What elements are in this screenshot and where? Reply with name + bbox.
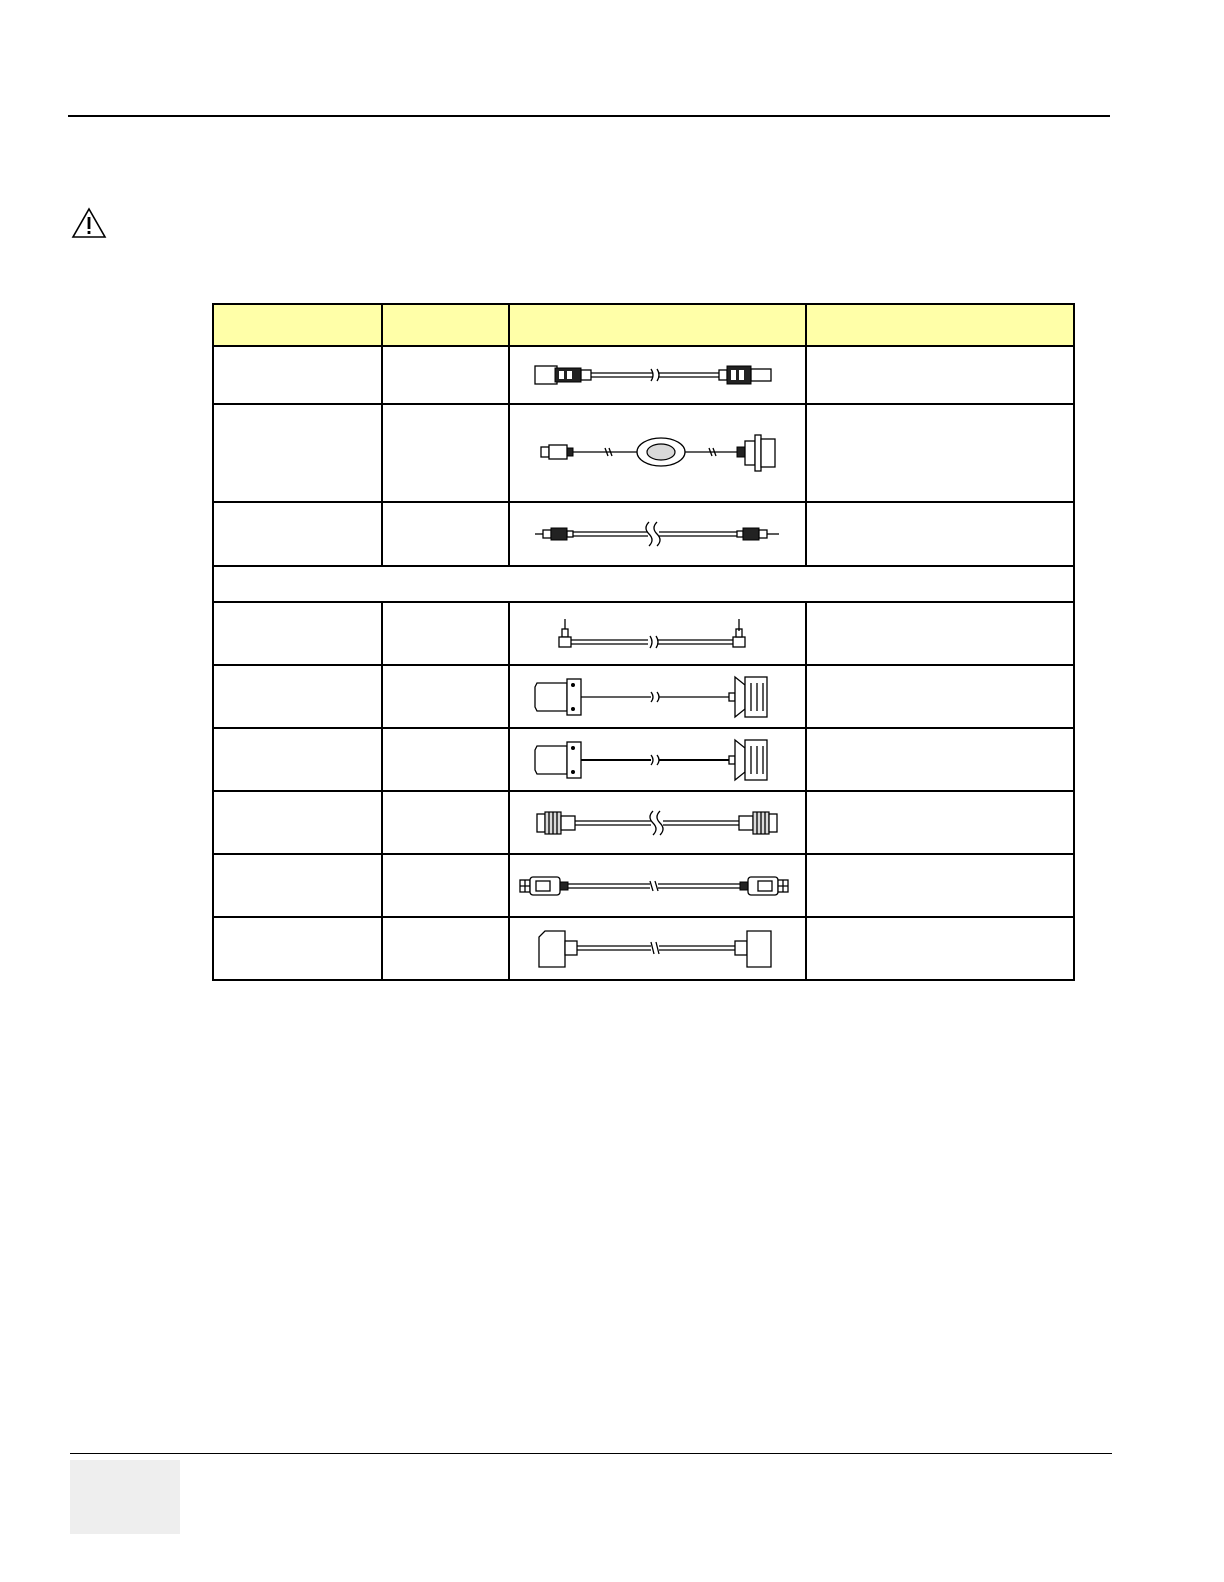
table-cell — [509, 602, 806, 665]
scsi-to-db25-cable-2-drawing — [533, 736, 783, 784]
table-cell — [213, 665, 382, 728]
table-cell — [213, 854, 382, 917]
table-cell — [509, 728, 806, 791]
table-cell — [382, 502, 509, 566]
table-cell — [213, 346, 382, 404]
table-cell — [213, 791, 382, 854]
table-cell — [806, 502, 1074, 566]
power-cable-drawing — [533, 360, 783, 390]
section-label — [213, 566, 1074, 602]
usb-cable-drawing — [518, 873, 798, 899]
footer-rule — [70, 1453, 1112, 1454]
table-cell — [382, 346, 509, 404]
table-header-row — [213, 304, 1074, 346]
table-row — [213, 791, 1074, 854]
table-row — [213, 917, 1074, 980]
table-row — [213, 404, 1074, 502]
flat-connector-cable-drawing — [533, 929, 783, 969]
table-cell — [213, 917, 382, 980]
table-cell — [213, 502, 382, 566]
table-cell — [213, 602, 382, 665]
table-cell — [806, 791, 1074, 854]
table-cell — [509, 502, 806, 566]
header-rule — [68, 115, 1110, 117]
table-cell — [806, 404, 1074, 502]
section-row — [213, 566, 1074, 602]
table-cell — [382, 404, 509, 502]
table-cell — [509, 854, 806, 917]
usb-serial-adapter-cable-drawing — [533, 431, 783, 475]
table-cell — [509, 665, 806, 728]
table-cell — [213, 404, 382, 502]
cable-table — [212, 303, 1075, 981]
table-cell — [382, 791, 509, 854]
table-row — [213, 728, 1074, 791]
table-cell — [806, 665, 1074, 728]
scsi-to-db25-cable-drawing — [533, 673, 783, 721]
table-cell — [509, 917, 806, 980]
table-cell — [509, 404, 806, 502]
table-cell — [382, 854, 509, 917]
table-cell — [509, 346, 806, 404]
column-header — [806, 304, 1074, 346]
warning-triangle-icon — [71, 207, 107, 239]
page-number-tab — [70, 1460, 180, 1534]
table-cell — [382, 728, 509, 791]
table-cell — [213, 728, 382, 791]
table-cell — [509, 791, 806, 854]
column-header — [213, 304, 382, 346]
rca-video-cable-drawing — [533, 518, 783, 550]
table-cell — [382, 602, 509, 665]
bnc-cable-drawing — [533, 806, 783, 840]
table-cell — [806, 728, 1074, 791]
table-row — [213, 665, 1074, 728]
table-cell — [806, 602, 1074, 665]
table-row — [213, 346, 1074, 404]
table-row — [213, 854, 1074, 917]
column-header — [382, 304, 509, 346]
table-cell — [382, 917, 509, 980]
table-cell — [382, 665, 509, 728]
table-cell — [806, 854, 1074, 917]
table-cell — [806, 917, 1074, 980]
audio-jack-cable-drawing — [533, 617, 783, 651]
table-row — [213, 602, 1074, 665]
table-cell — [806, 346, 1074, 404]
column-header — [509, 304, 806, 346]
table-row — [213, 502, 1074, 566]
